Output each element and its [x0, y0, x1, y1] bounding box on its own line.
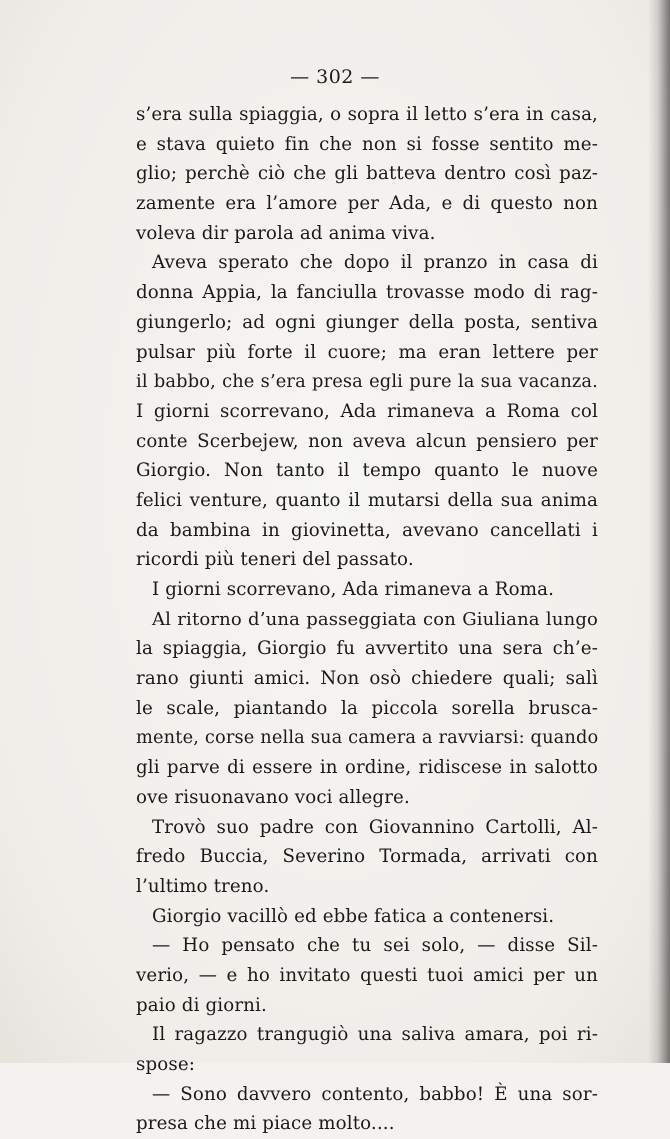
text-line: — Ho pensato che tu sei solo, — disse Sil- [152, 935, 598, 957]
text-line: da bambina in giovinetta, avevano cancellati i [136, 519, 598, 541]
text-line: l’ultimo treno. [136, 875, 270, 897]
text-line: il babbo, che s’era presa egli pure la sua vacanza. [136, 371, 598, 393]
page-number: — 302 — [290, 66, 380, 88]
text-line: I giorni scorrevano, Ada rimaneva a Roma col [136, 400, 598, 422]
text-line: ove risuonavano voci allegre. [136, 786, 410, 808]
text-line: fredo Buccia, Severino Tormada, arrivati con [136, 846, 598, 868]
text-line: le scale, piantando la piccola sorella brusca- [136, 697, 598, 719]
text-line: giungerlo; ad ogni giunger della posta, sentiva [136, 311, 598, 333]
text-line: s’era sulla spiaggia, o sopra il letto s’era in casa, [136, 104, 598, 125]
text-line: donna Appia, la fanciulla trovasse modo di rag- [136, 282, 598, 304]
text-line: conte Scerbejew, non aveva alcun pensiero per [136, 430, 598, 452]
text-line: felici venture, quanto il mutarsi della sua anima [136, 489, 598, 511]
text-line: — Sono davvero contento, babbo! È una sor- [152, 1083, 598, 1105]
text-line: Al ritorno d’una passeggiata con Giuliana lungo [152, 608, 598, 630]
text-line: glio; perchè ciò che gli batteva dentro così paz- [136, 163, 598, 185]
text-line: mente, corse nella sua camera a ravviarsi: quando [136, 727, 599, 749]
text-line: voleva dir parola ad anima viva. [136, 222, 436, 244]
body-text [136, 100, 598, 1139]
text-line: presa che mi piace molto.... [136, 1113, 395, 1135]
text-line: ricordi più teneri del passato. [136, 549, 414, 571]
text-line: Trovò suo padre con Giovannino Cartolli, Al- [152, 816, 598, 838]
text-line: rano giunti amici. Non osò chiedere quali; salì [136, 668, 598, 690]
text-line: e stava quieto fin che non si fosse sentito me- [136, 133, 598, 155]
text-line: Giorgio. Non tanto il tempo quanto le nuove [136, 460, 598, 482]
text-line: Giorgio vacillò ed ebbe fatica a contenersi. [152, 905, 555, 927]
text-line: verio, — e ho invitato questi tuoi amici per un [136, 964, 598, 986]
page-gutter-shadow [648, 0, 670, 1063]
text-line: pulsar più forte il cuore; ma eran lettere per [136, 341, 598, 363]
text-line: Aveva sperato che dopo il pranzo in casa di [152, 252, 598, 274]
text-line: spose: [136, 1054, 196, 1075]
text-line: zamente era l’amore per Ada, e di questo non [136, 193, 598, 215]
text-line: gli parve di essere in ordine, ridiscese in salotto [136, 757, 598, 779]
text-line: I giorni scorrevano, Ada rimaneva a Roma. [152, 579, 555, 600]
text-line: Il ragazzo trangugiò una saliva amara, poi ri- [152, 1024, 598, 1046]
text-line: la spiaggia, Giorgio fu avvertito una sera ch’e- [136, 638, 598, 660]
text-line: paio di giorni. [136, 994, 267, 1016]
